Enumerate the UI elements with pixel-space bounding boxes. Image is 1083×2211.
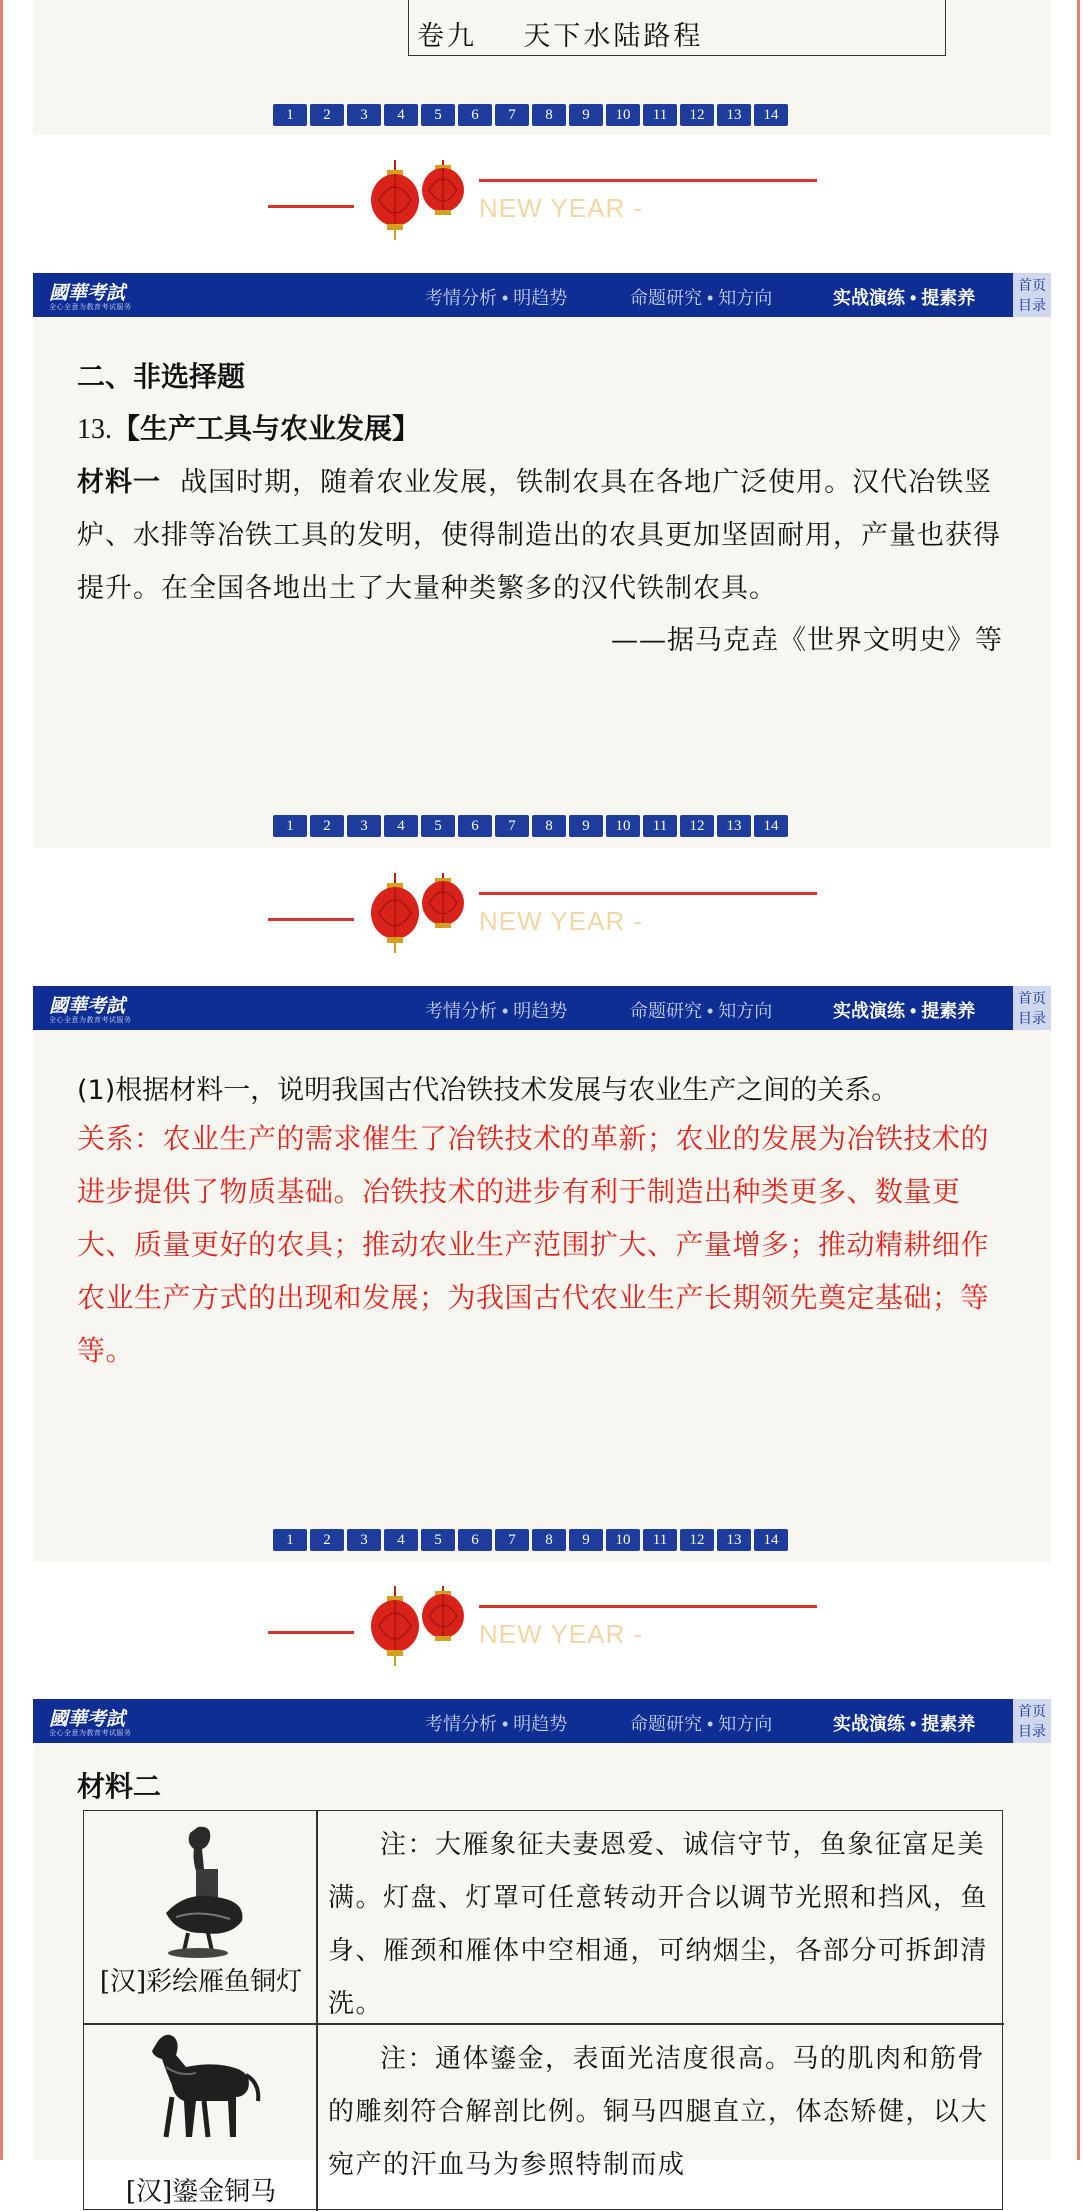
page-button-6[interactable]: 6 <box>458 815 492 837</box>
brand-logo-subtitle: 全心全意为教育考试服务 <box>49 1017 132 1024</box>
page-button-11[interactable]: 11 <box>643 815 677 837</box>
nav-question-research[interactable]: 命题研究 • 知方向 <box>630 288 773 308</box>
slide-fragment <box>33 0 1051 135</box>
table-row-note: 注：大雁象征夫妻恩爱、诚信守节，鱼象征富足美满。灯盘、灯罩可任意转动开合以调节光照和挡风，鱼身、雁颈和雁体中空相通，可纳烟尘，各部分可拆卸清洗。 <box>328 1830 989 2019</box>
brand-logo: 國華考試 <box>49 1708 126 1730</box>
new-year-label: NEW YEAR - <box>479 193 644 223</box>
slide-header <box>33 986 1051 1030</box>
page-button-12[interactable]: 12 <box>680 1529 714 1551</box>
top-fragment-text: 卷九 天下水陆路程 <box>417 21 704 52</box>
table-row-caption: [汉]彩绘雁鱼铜灯 <box>99 1967 303 1997</box>
page-button-5[interactable]: 5 <box>421 1529 455 1551</box>
goose-fish-lamp-image <box>146 1821 256 1961</box>
home-label: 首页 <box>1018 990 1046 1006</box>
page-button-3[interactable]: 3 <box>347 1529 381 1551</box>
page-button-10[interactable]: 10 <box>606 1529 640 1551</box>
divider-line-right <box>479 179 817 182</box>
divider-line-left <box>268 918 354 921</box>
page-button-2[interactable]: 2 <box>310 1529 344 1551</box>
nav-exam-analysis[interactable]: 考情分析 • 明趋势 <box>425 1001 568 1021</box>
page-button-9[interactable]: 9 <box>569 815 603 837</box>
home-toc-button[interactable] <box>1013 1699 1051 1743</box>
page-button-2[interactable]: 2 <box>310 104 344 126</box>
table-column-divider <box>316 1811 318 2211</box>
slide-header <box>33 1699 1051 1743</box>
page-button-1[interactable]: 1 <box>273 104 307 126</box>
page-button-1[interactable]: 1 <box>273 1529 307 1551</box>
page-button-4[interactable]: 4 <box>384 104 418 126</box>
page-button-2[interactable]: 2 <box>310 815 344 837</box>
page-button-8[interactable]: 8 <box>532 815 566 837</box>
pager <box>273 104 788 126</box>
page-button-6[interactable]: 6 <box>458 104 492 126</box>
nav-practice[interactable]: 实战演练 • 提素养 <box>833 288 976 308</box>
section-title: 二、非选择题 <box>77 360 246 393</box>
toc-label: 目录 <box>1018 297 1046 313</box>
gilt-bronze-horse-image <box>136 2027 266 2147</box>
page-button-4[interactable]: 4 <box>384 1529 418 1551</box>
page-button-7[interactable]: 7 <box>495 104 529 126</box>
table-row-note: 注：通体鎏金，表面光洁度很高。马的肌肉和筋骨的雕刻符合解剖比例。铜马四腿直立，体态矫健，以大宛产的汗血马为参照特制而成 <box>328 2044 989 2180</box>
divider-line-right <box>479 892 817 895</box>
lantern-icon <box>365 873 485 953</box>
answer-text: 关系：农业生产的需求催生了冶铁技术的革新；农业的发展为冶铁技术的进步提供了物质基础。冶铁技术的进步有利于制造出种类更多、数量更大、质量更好的农具；推动农业生产范围扩大、产量增多；推动精耕细作农业生产方式的出现和发展；为我国古代农业生产长期领先奠定基础；等等。 <box>77 1122 990 1367</box>
page-button-5[interactable]: 5 <box>421 815 455 837</box>
material-two-label: 材料二 <box>77 1770 162 1803</box>
nav-practice[interactable]: 实战演练 • 提素养 <box>833 1001 976 1021</box>
new-year-divider <box>3 868 1083 968</box>
slide-header <box>33 273 1051 317</box>
page-button-8[interactable]: 8 <box>532 1529 566 1551</box>
page-button-11[interactable]: 11 <box>643 1529 677 1551</box>
nav-exam-analysis[interactable]: 考情分析 • 明趋势 <box>425 1714 568 1734</box>
page-button-13[interactable]: 13 <box>717 815 751 837</box>
page-button-6[interactable]: 6 <box>458 1529 492 1551</box>
home-toc-button[interactable] <box>1013 273 1051 317</box>
new-year-divider <box>3 1581 1083 1681</box>
material-one <box>77 456 1007 615</box>
home-label: 首页 <box>1018 277 1046 293</box>
question-heading <box>77 407 420 447</box>
nav-exam-analysis[interactable]: 考情分析 • 明趋势 <box>425 288 568 308</box>
page-button-10[interactable]: 10 <box>606 104 640 126</box>
new-year-label: NEW YEAR - <box>479 906 644 936</box>
pager <box>273 815 788 837</box>
material-table <box>83 1810 1003 2210</box>
page-button-14[interactable]: 14 <box>754 815 788 837</box>
page-button-7[interactable]: 7 <box>495 1529 529 1551</box>
slide-answer-1 <box>33 986 1051 1562</box>
home-toc-button[interactable] <box>1013 986 1051 1030</box>
lantern-icon <box>365 160 485 240</box>
home-label: 首页 <box>1018 1703 1046 1719</box>
brand-logo-subtitle: 全心全意为教育考试服务 <box>49 304 132 311</box>
page-button-4[interactable]: 4 <box>384 815 418 837</box>
nav-practice[interactable]: 实战演练 • 提素养 <box>833 1714 976 1734</box>
page-button-5[interactable]: 5 <box>421 104 455 126</box>
brand-logo: 國華考試 <box>49 995 126 1017</box>
brand-logo: 國華考試 <box>49 282 126 304</box>
material-one-label: 材料一 <box>77 467 161 498</box>
top-fragment-box <box>408 0 946 56</box>
page-button-13[interactable]: 13 <box>717 1529 751 1551</box>
page-button-3[interactable]: 3 <box>347 104 381 126</box>
question-title: 【生产工具与农业发展】 <box>112 412 421 445</box>
page-button-9[interactable]: 9 <box>569 1529 603 1551</box>
page-button-12[interactable]: 12 <box>680 815 714 837</box>
page-button-14[interactable]: 14 <box>754 1529 788 1551</box>
pager <box>273 1529 788 1551</box>
material-source: ——据马克垚《世界文明史》等 <box>611 625 1003 656</box>
nav-question-research[interactable]: 命题研究 • 知方向 <box>630 1714 773 1734</box>
brand-logo-subtitle: 全心全意为教育考试服务 <box>49 1730 132 1737</box>
sub-question: (1)根据材料一，说明我国古代冶铁技术发展与农业生产之间的关系。 <box>77 1075 899 1106</box>
page-button-1[interactable]: 1 <box>273 815 307 837</box>
slide-question-13 <box>33 273 1051 848</box>
lantern-icon <box>365 1586 485 1666</box>
nav-question-research[interactable]: 命题研究 • 知方向 <box>630 1001 773 1021</box>
table-row-caption: [汉]鎏金铜马 <box>125 2177 277 2207</box>
divider-line-left <box>268 1631 354 1634</box>
page-button-10[interactable]: 10 <box>606 815 640 837</box>
material-one-text: 战国时期，随着农业发展，铁制农具在各地广泛使用。汉代冶铁竖炉、水排等冶铁工具的发明，使得制造出的农具更加坚固耐用，产量也获得提升。在全国各地出土了大量种类繁多的汉代铁制农具。 <box>77 467 1001 604</box>
page-button-11[interactable]: 11 <box>643 104 677 126</box>
new-year-divider <box>3 155 1083 255</box>
question-number: 13. <box>77 414 112 445</box>
page-button-13[interactable]: 13 <box>717 104 751 126</box>
divider-line-right <box>479 1605 817 1608</box>
divider-line-left <box>268 205 354 208</box>
toc-label: 目录 <box>1018 1010 1046 1026</box>
page-button-8[interactable]: 8 <box>532 104 566 126</box>
page-button-9[interactable]: 9 <box>569 104 603 126</box>
page-button-14[interactable]: 14 <box>754 104 788 126</box>
new-year-label: NEW YEAR - <box>479 1619 644 1649</box>
page-button-3[interactable]: 3 <box>347 815 381 837</box>
page-button-7[interactable]: 7 <box>495 815 529 837</box>
page-button-12[interactable]: 12 <box>680 104 714 126</box>
toc-label: 目录 <box>1018 1723 1046 1739</box>
slide-material-two <box>33 1699 1051 2207</box>
